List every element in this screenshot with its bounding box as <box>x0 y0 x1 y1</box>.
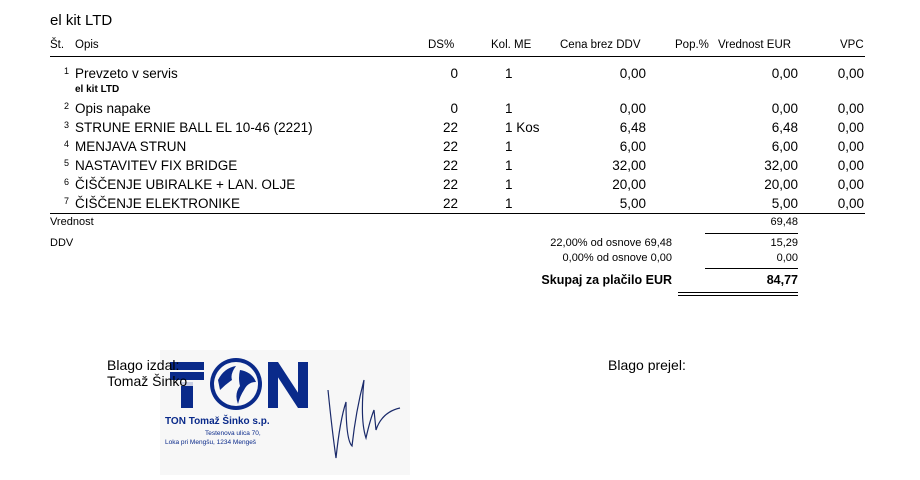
row-vpc: 0,00 <box>837 196 864 211</box>
row-number: 5 <box>64 158 70 168</box>
ddv-label: DDV <box>50 237 74 249</box>
row-cena: 20,00 <box>612 177 646 192</box>
row-cena: 6,48 <box>619 120 646 135</box>
table-row <box>0 158 920 177</box>
ddv-line-0: 0,00% od osnove 0,00 <box>562 252 672 264</box>
row-kol: 1 <box>505 196 513 211</box>
col-opis: Opis <box>75 39 99 51</box>
row-number: 7 <box>64 196 70 206</box>
row-ds: 22 <box>442 177 458 192</box>
header-divider <box>50 56 865 57</box>
row-number: 6 <box>64 177 70 187</box>
row-opis: Opis napake <box>75 101 151 116</box>
table-row <box>0 177 920 196</box>
company-stamp <box>160 350 410 475</box>
col-ds: DS% <box>428 39 455 51</box>
row-ds: 22 <box>442 120 458 135</box>
skupaj-value: 84,77 <box>766 273 798 287</box>
row-vpc: 0,00 <box>837 66 864 81</box>
row-vpc: 0,00 <box>837 139 864 154</box>
row-ds: 0 <box>450 101 458 116</box>
row-vrednost: 32,00 <box>764 158 798 173</box>
table-row <box>0 101 920 120</box>
izdal-name: Tomaž Šinko <box>107 373 188 389</box>
row-number: 2 <box>64 101 70 111</box>
izdal-block <box>107 357 187 389</box>
row-cena: 0,00 <box>619 66 646 81</box>
row-vrednost: 0,00 <box>771 66 798 81</box>
ddv-value-0: 0,00 <box>776 252 798 264</box>
prejel-label: Blago prejel: <box>608 357 686 373</box>
stamp-company: TON Tomaž Šinko s.p. <box>165 416 270 427</box>
stamp-street: Testenova ulica 70, <box>205 430 261 437</box>
row-kol: 1 Kos <box>505 120 540 135</box>
row-kol: 1 <box>505 158 513 173</box>
row-opis: STRUNE ERNIE BALL EL 10-46 (2221) <box>75 120 313 135</box>
izdal-label: Blago izdal: <box>107 357 180 373</box>
skupaj-underline-1 <box>678 292 798 293</box>
row-vrednost: 5,00 <box>771 196 798 211</box>
table-row <box>0 120 920 139</box>
row-vpc: 0,00 <box>837 177 864 192</box>
row-kol: 1 <box>505 139 513 154</box>
company-name: el kit LTD <box>50 12 113 29</box>
row-vrednost: 20,00 <box>764 177 798 192</box>
row-cena: 6,00 <box>619 139 646 154</box>
row-vpc: 0,00 <box>837 158 864 173</box>
row-opis: MENJAVA STRUN <box>75 139 187 154</box>
row-vrednost: 6,48 <box>771 120 798 135</box>
row-number: 3 <box>64 120 70 130</box>
stamp-city: Loka pri Mengšu, 1234 Mengeš <box>165 439 257 446</box>
vrednost-value: 69,48 <box>770 216 798 228</box>
row-kol: 1 <box>505 177 513 192</box>
row-opis: ČIŠČENJE ELEKTRONIKE <box>75 196 241 211</box>
row-ds: 22 <box>442 139 458 154</box>
col-cena: Cena brez DDV <box>560 39 641 51</box>
vrednost-underline <box>705 233 798 234</box>
row-cena: 32,00 <box>612 158 646 173</box>
ton-logo-icon <box>160 350 410 475</box>
vrednost-label: Vrednost <box>50 216 94 228</box>
row-vrednost: 0,00 <box>771 101 798 116</box>
row-vrednost: 6,00 <box>771 139 798 154</box>
row-number: 4 <box>64 139 70 149</box>
col-kol: Kol. ME <box>491 39 532 51</box>
row-sub: el kit LTD <box>75 84 120 95</box>
table-row <box>0 66 920 85</box>
row-vpc: 0,00 <box>837 101 864 116</box>
ddv-value-22: 15,29 <box>770 237 798 249</box>
col-st: Št. <box>50 39 65 51</box>
row-number: 1 <box>64 66 70 76</box>
skupaj-underline-2 <box>678 295 798 296</box>
row-opis: Prevzeto v servis <box>75 66 178 81</box>
table-row <box>0 139 920 158</box>
table-bottom-divider <box>50 213 865 214</box>
row-ds: 22 <box>442 158 458 173</box>
row-kol: 1 <box>505 101 513 116</box>
ddv-underline <box>705 268 798 269</box>
row-opis: NASTAVITEV FIX BRIDGE <box>75 158 238 173</box>
col-pop: Pop.% <box>675 39 709 51</box>
row-opis: ČIŠČENJE UBIRALKE + LAN. OLJE <box>75 177 296 192</box>
row-cena: 0,00 <box>619 101 646 116</box>
row-vpc: 0,00 <box>837 120 864 135</box>
row-cena: 5,00 <box>619 196 646 211</box>
skupaj-label: Skupaj za plačilo EUR <box>541 273 672 287</box>
row-kol: 1 <box>505 66 513 81</box>
row-ds: 22 <box>442 196 458 211</box>
ddv-line-22: 22,00% od osnove 69,48 <box>550 237 672 249</box>
row-ds: 0 <box>450 66 458 81</box>
col-vpc: VPC <box>840 39 864 51</box>
col-vrednost: Vrednost EUR <box>718 39 792 51</box>
